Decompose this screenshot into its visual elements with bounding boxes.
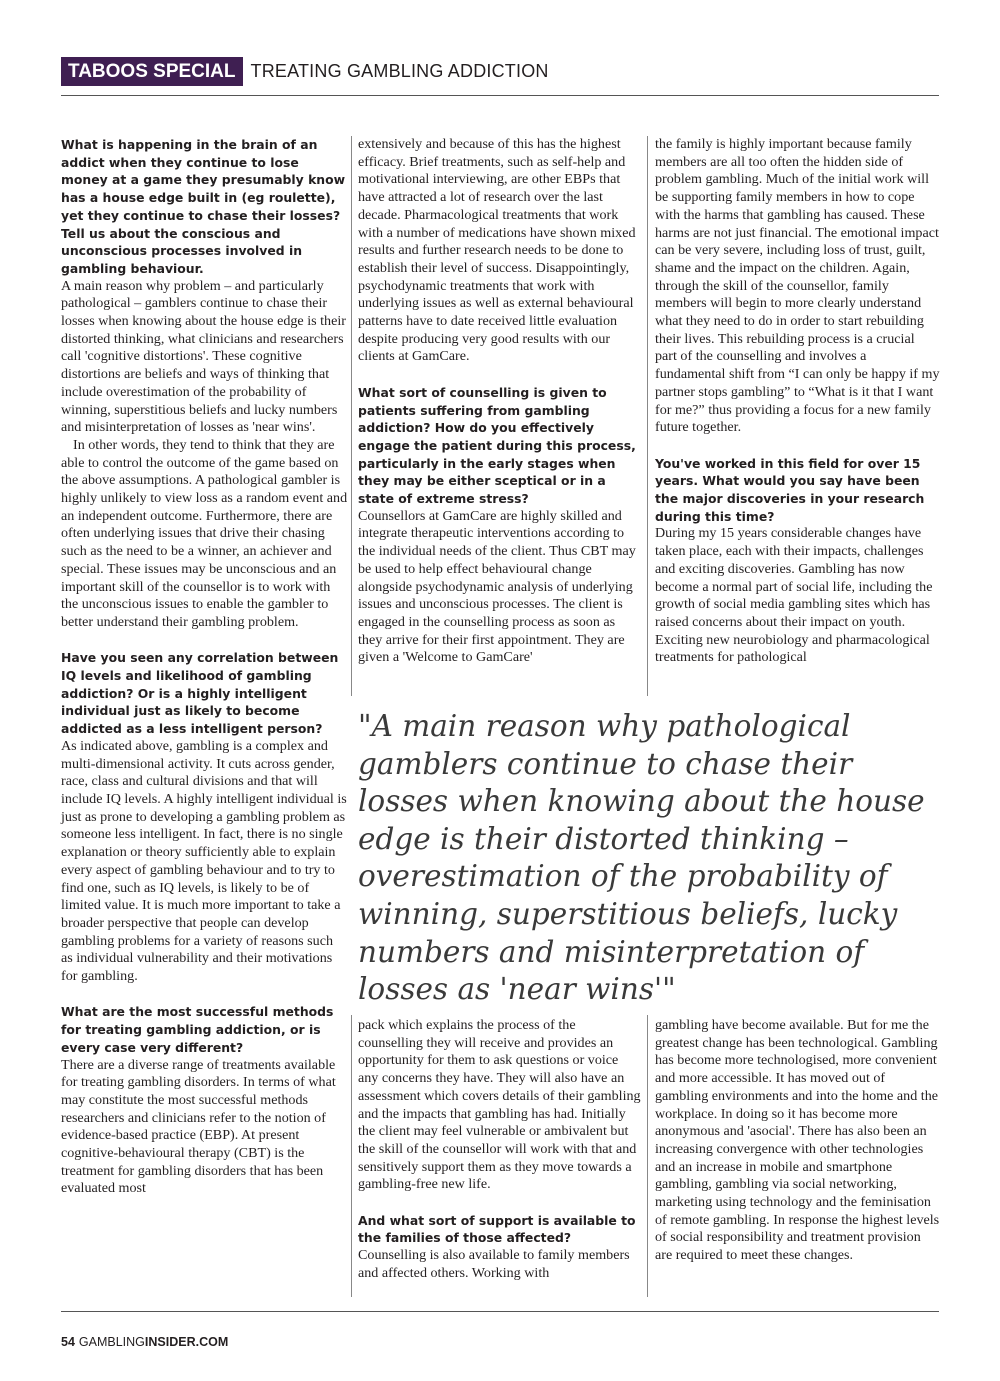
body-paragraph: There are a diverse range of treatments available for treating gambling disorders. In terms of what may constitute the most successful methods researchers and clinicians refer to the notion of evidence-based practice (EBP). At present cognitive-behavioural therapy (CBT) is the treatment for gambling disorders that has been evaluated most — [61, 1056, 336, 1197]
interview-question: You've worked in this field for over 15 years. What would you say have been the major discoveries in your research during this time? — [655, 455, 925, 524]
body-paragraph: pack which explains the process of the counselling they will receive and provides an opportunity for them to ask questions or voice any concerns they have. They will also have an assessment which covers details of their gambling and the impacts that gambling has had. Initially the client may feel vulnerable or ambivalent but the skill of the counsellor will work with that and sensitively support them as they move towards a gambling-free new life. — [358, 1017, 641, 1193]
column-divider — [647, 1015, 648, 1297]
interview-question: Have you seen any correlation between IQ levels and likelihood of gambling addiction? Or is a highly intelligent individual just as likely to become addicted as a less intelligent person? — [61, 650, 339, 737]
paragraph-spacer — [61, 632, 348, 650]
column-divider — [351, 1015, 352, 1297]
page-footer — [61, 1335, 228, 1349]
body-paragraph: extensively and because of this has the highest efficacy. Brief treatments, such as self-help and motivational interviewing, are other EBPs that have attracted a lot of research over the last decade. Pharmacological treatments that work with a number of medications have shown mixed results and further research needs to be done to establish their level of success. Disappointingly, psychodynamic treatments that work with underlying issues as well as external behavioural patterns have to date received little evaluation despite producing very good results with our clients at GamCare. — [358, 136, 636, 365]
column-divider — [647, 136, 648, 696]
column-divider — [351, 136, 352, 696]
bottom-rule — [61, 1311, 939, 1312]
column-middle-top — [358, 136, 641, 667]
body-paragraph: During my 15 years considerable changes have taken place, each with their impacts, challenges and exciting discoveries. Gambling has now become a normal part of social life, including the growth of social media gambling sites which has raised concerns about their impact on youth. Exciting new neurobiology and pharmacological treatments for pathological — [655, 525, 933, 666]
pull-quote: "A main reason why pathological gamblers continue to chase their losses when knowing about the house edge is their distorted thinking – overestimation of the probability of winning, superstitious beliefs, lucky numbers and misinterpretation of losses as 'near wins'" — [358, 709, 925, 1007]
body-paragraph: A main reason why problem – and particularly pathological – gamblers continue to chase their losses when knowing about the house edge is their distorted thinking, what clinicians and researchers call 'cognitive distortions'. These cognitive distortions are beliefs and ways of thinking that include overestimation of the probability of winning, superstitious beliefs and lucky numbers and misinterpretation of losses as 'near wins'. — [61, 277, 346, 436]
column-right-top — [655, 136, 940, 667]
section-title: TREATING GAMBLING ADDICTION — [250, 61, 549, 81]
body-paragraph: the family is highly important because family members are all too often the hidden side of problem gambling. Much of the initial work will be supporting family members in how to cope with the harms that gambling has caused. These harms are not just financial. The emotional impact can be very severe, including loss of trust, guilt, shame and the impact on the children. Again, through the skill of the counsellor, family members will begin to more clearly understand what they need to do in order to start rebuilding their lives. This rebuilding process is a crucial part of the counselling and involves a fundamental shift from “I can only be happy if my partner stops gambling” to “What is it that I want for me?” thus providing a focus for a new family future together. — [655, 136, 940, 436]
page-header — [61, 57, 549, 86]
body-paragraph: Counselling is also available to family members and affected others. Working with — [358, 1247, 630, 1281]
site-name-bold: INSIDER.COM — [144, 1335, 229, 1349]
body-paragraph: gambling have become available. But for me the greatest change has been technological. Gambling has become more technologised, more convenient and more accessible. It has moved out of gambling environments and into the home and the workplace. In doing so it has become more anonymous and 'asocial'. There has also been an increasing convergence with other technologies and an increase in mobile and smartphone gambling, gambling via social networking, marketing using technology and the feminisation of remote gambling. In response the highest levels of social responsibility and treatment provision are required to meet these changes. — [655, 1017, 940, 1264]
section-tag: TABOOS SPECIAL — [61, 57, 243, 86]
column-right-bottom — [655, 1017, 940, 1265]
column-left — [61, 136, 348, 1198]
paragraph-spacer — [358, 1194, 641, 1212]
column-middle-bottom — [358, 1017, 641, 1283]
interview-question: What is happening in the brain of an addict when they continue to lose money at a game they presumably know has a house edge built in (eg roulette), yet they continue to chase their losses? Tell us about the conscious and unconscious processes involved in gambling behaviour. — [61, 137, 346, 276]
site-name-prefix: GAMBLING — [78, 1335, 145, 1349]
body-paragraph: Counsellors at GamCare are highly skilled and integrate therapeutic interventions according to the individual needs of the client. Thus CBT may be used to help effect behavioural change alongside psychodynamic analysis of underlying issues and unconscious processes. The client is engaged in the counselling process as soon as they arrive for their first appointment. They are given a 'Welcome to GamCare' — [358, 507, 636, 666]
page-number: 54 — [61, 1335, 75, 1349]
paragraph-spacer — [358, 366, 641, 384]
paragraph-spacer — [61, 986, 348, 1004]
interview-question: What sort of counselling is given to patients suffering from gambling addiction? How do you effectively engage the patient during this process, particularly in the early stages when they may be either sceptical or in a state of extreme stress? — [358, 384, 636, 507]
interview-question: What are the most successful methods for treating gambling addiction, or is every case very different? — [61, 1004, 334, 1055]
body-paragraph: As indicated above, gambling is a complex and multi-dimensional activity. It cuts across gender, race, class and cultural divisions and that will include IQ levels. A highly intelligent individual is just as prone to developing a gambling problem as someone less intelligent. In fact, there is no single explanation or theory sufficiently able to explain every aspect of gambling behaviour and to try to find one, such as IQ levels, is likely to be of limited value. It is much more important to take a broader perspective that people can develop gambling problems for a variety of reasons such as individual vulnerability and their motivations for gambling. — [61, 737, 347, 985]
body-paragraph: In other words, they tend to think that they are able to control the outcome of the game based on the above assumptions. A pathological gambler is highly unlikely to view loss as a random event and an independent outcome. Furthermore, there are often underlying issues that drive their chasing such as the need to be a winner, an achiever and special. These issues may be unconscious and an important skill of the counsellor is to work with the unconscious issues to enable the gambler to better understand their gambling problem. — [61, 436, 348, 630]
interview-question: And what sort of support is available to the families of those affected? — [358, 1212, 636, 1246]
top-rule — [61, 95, 939, 96]
paragraph-spacer — [655, 437, 940, 455]
